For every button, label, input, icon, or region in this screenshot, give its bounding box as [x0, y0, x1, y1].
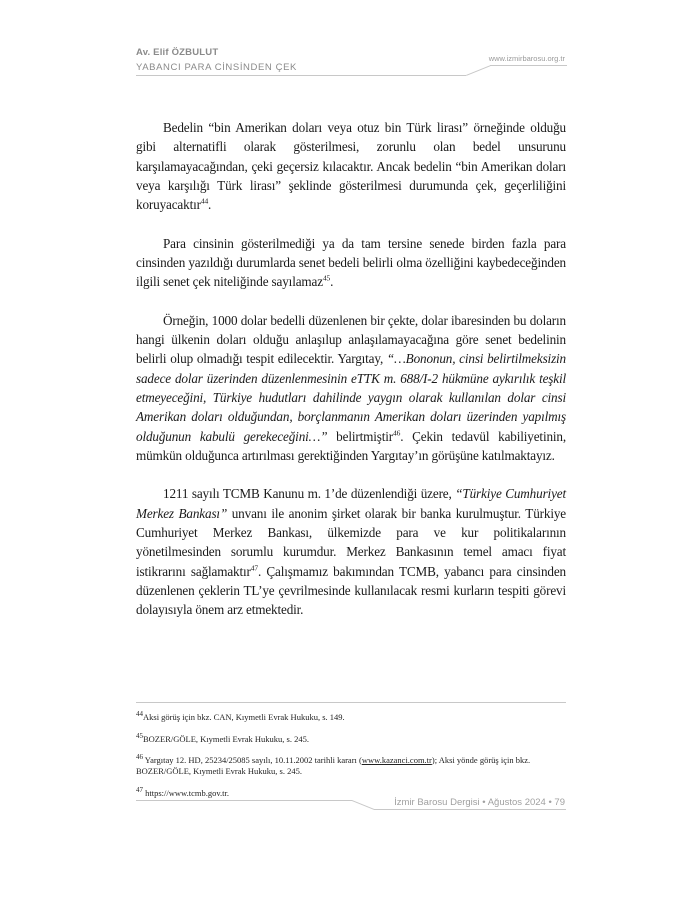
footnote-46 [136, 755, 566, 777]
paragraph [136, 484, 566, 619]
text-run: ); Aksi yönde görüş için bkz. BOZER/GÖLE, Kıymetli Evrak Hukuku, s. 245. [136, 755, 531, 776]
text-run: Para cinsinin gösterilmediği ya da tam tersine senede birden fazla para cinsinden yazıldığı durumlarda senet bedeli belirli olma özelliğini kaybedeceğinden ilgili senet çek niteliğinde sayılamaz [136, 235, 566, 290]
paragraph [136, 311, 566, 465]
text-run: . Çalışmamız bakımından TCMB, yabancı para cinsinden düzenlenen çeklerin TL’ye çevrilmesinde kullanılacak resmi kurların tespiti görevi dolayısıyla önem arz etmektedir. [136, 563, 566, 618]
header-rule-slant [466, 65, 490, 76]
text-run: Örneğin, 1000 dolar bedelli düzenlenen bir çekte, dolar ibaresinden bu doların hangi ülkenin doları olduğu anlaşılup anlaşılamayacağına göre senet bedelinin belirli olup olmadığı tespit edilecektir. Yargıtay, [136, 312, 566, 367]
text-run: https://www.tcmb.gov.tr. [143, 787, 230, 798]
text-run: belirtmiştir [327, 428, 393, 444]
footnote-ref: 47 [136, 785, 143, 794]
footer-rule-right [374, 809, 566, 810]
text-run: BOZER/GÖLE, Kıymetli Evrak Hukuku, s. 245. [143, 733, 309, 744]
text-run: Bedelin “bin Amerikan doları veya otuz bin Türk lirası” örneğinde olduğu gibi alternatifli olarak gösterilmesi, zorunlu olan bedel unsurunu karşılamayacağından, çeki geçersiz kılacaktır. Ancak bedelin “bin Amerikan doları veya karşılığı Türk lirası” şeklinde gösterilmesi durumunda çek, geçerliliğini koruyacaktır [136, 120, 566, 213]
text-run: unvanı ile anonim şirket olarak bir banka kurulmuştur. Türkiye Cumhuriyet Merkez Bankası, ülkemizde para ve kur politikalarının yönetilmesinden sorumlu kurumdur. Merkez Bankasının temel amacı fiyat istikrarını sağlamaktır [136, 505, 566, 579]
footnote-separator [136, 702, 566, 703]
text-run: Aksi görüş için bkz. CAN, Kıymetli Evrak Hukuku, s. 149. [143, 712, 345, 722]
footnote-ref: 47 [250, 563, 258, 573]
footnote-ref: 46 [136, 753, 143, 762]
quotation: “…Bononun, cinsi belirtilmeksizin sadece dolar üzerinden düzenlenmesinin eTTK m. 688/I-2 hükmüne aykırılık teşkil etmeyeceğini, Türkiye hudutları dahilinde yaygın olarak kullanılan dolar cinsi Amerikan doları olduğundan, borçlanmanın Amerikan doları üzerinden yapılmış olduğunun kabulü gerekeceğini…” [136, 351, 567, 444]
footnotes [136, 712, 566, 809]
footer-rule-left [136, 800, 352, 801]
text-run: . Çekin tedavül kabiliyetinin, mümkün olduğunca artırılması gerektiğinden Yargıtay’ın görüşüne katılmaktayız. [136, 428, 567, 463]
footnote-ref: 45 [322, 273, 331, 283]
text-run: . [208, 197, 212, 213]
text-run: . [330, 274, 334, 290]
header-rule-left [136, 75, 466, 76]
text-run: Yargıtay 12. HD, 25234/25085 sayılı, 10.11.2002 tarihli kararı ( [143, 755, 362, 765]
text-run: 1211 sayılı TCMB Kanunu m. 1’de düzenlendiği üzere, [163, 486, 456, 502]
link-text[interactable]: www.kazanci.com.tr [361, 755, 432, 765]
body-text [136, 118, 566, 619]
footnote-ref: 46 [393, 428, 401, 438]
paragraph [136, 118, 566, 214]
quotation: “Türkiye Cumhuriyet Merkez Bankası” [136, 486, 566, 521]
footnote-44 [136, 712, 566, 723]
footnote-45 [136, 731, 566, 745]
header-title: YABANCI PARA CİNSİNDEN ÇEK [136, 62, 297, 73]
footer-text: İzmir Barosu Dergisi • Ağustos 2024 • 79 [394, 797, 565, 808]
paragraph [136, 234, 566, 292]
footnote-ref: 44 [200, 196, 209, 206]
header-author: Av. Elif ÖZBULUT [136, 47, 219, 58]
header-rule-right [490, 65, 567, 66]
footnote-ref: 44 [136, 710, 143, 719]
header-website: www.izmirbarosu.org.tr [488, 54, 565, 63]
footnote-ref: 45 [136, 731, 143, 740]
